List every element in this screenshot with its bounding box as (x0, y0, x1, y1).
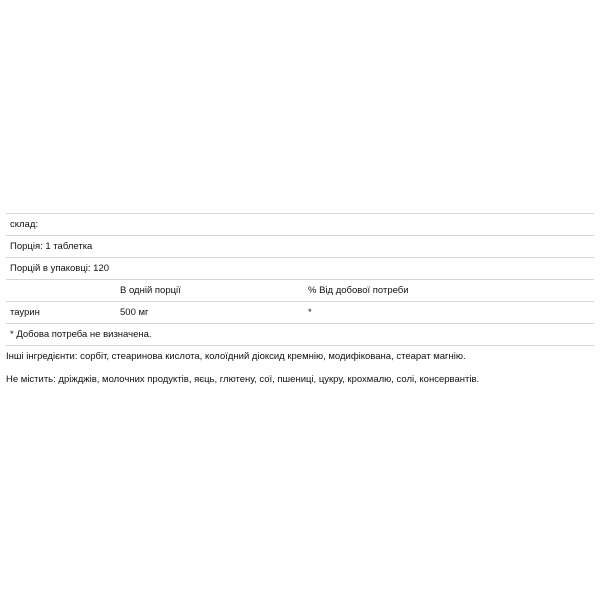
servings-per-container-row (6, 258, 594, 280)
ingredient-name: таурин (10, 307, 40, 318)
supplement-facts-table (6, 213, 594, 346)
serving-size: Порція: 1 таблетка (10, 241, 93, 252)
composition-label: склад: (10, 219, 39, 230)
daily-value-header: % Від добової потреби (308, 285, 409, 296)
other-ingredients: Інші інгредієнти: сорбіт, стеаринова кислота, колоїдний діоксид кремнію, модифікована, стеарат магнію. (6, 351, 466, 362)
ingredient-amount: 500 мг (120, 307, 149, 318)
free-of-statement: Не містить: дріжджів, молочних продуктів, яєць, глютену, сої, пшениці, цукру, крохмалю, солі, консервантів. (6, 374, 480, 385)
per-serving-header: В одній порції (120, 285, 181, 296)
composition-row (6, 214, 594, 236)
servings-per-container: Порцій в упаковці: 120 (10, 263, 110, 274)
footnote-row (6, 324, 594, 346)
serving-size-row (6, 236, 594, 258)
table-row (6, 302, 594, 324)
ingredient-daily-value: * (308, 307, 312, 318)
footnote: * Добова потреба не визначена. (10, 329, 152, 340)
table-header-row (6, 280, 594, 302)
